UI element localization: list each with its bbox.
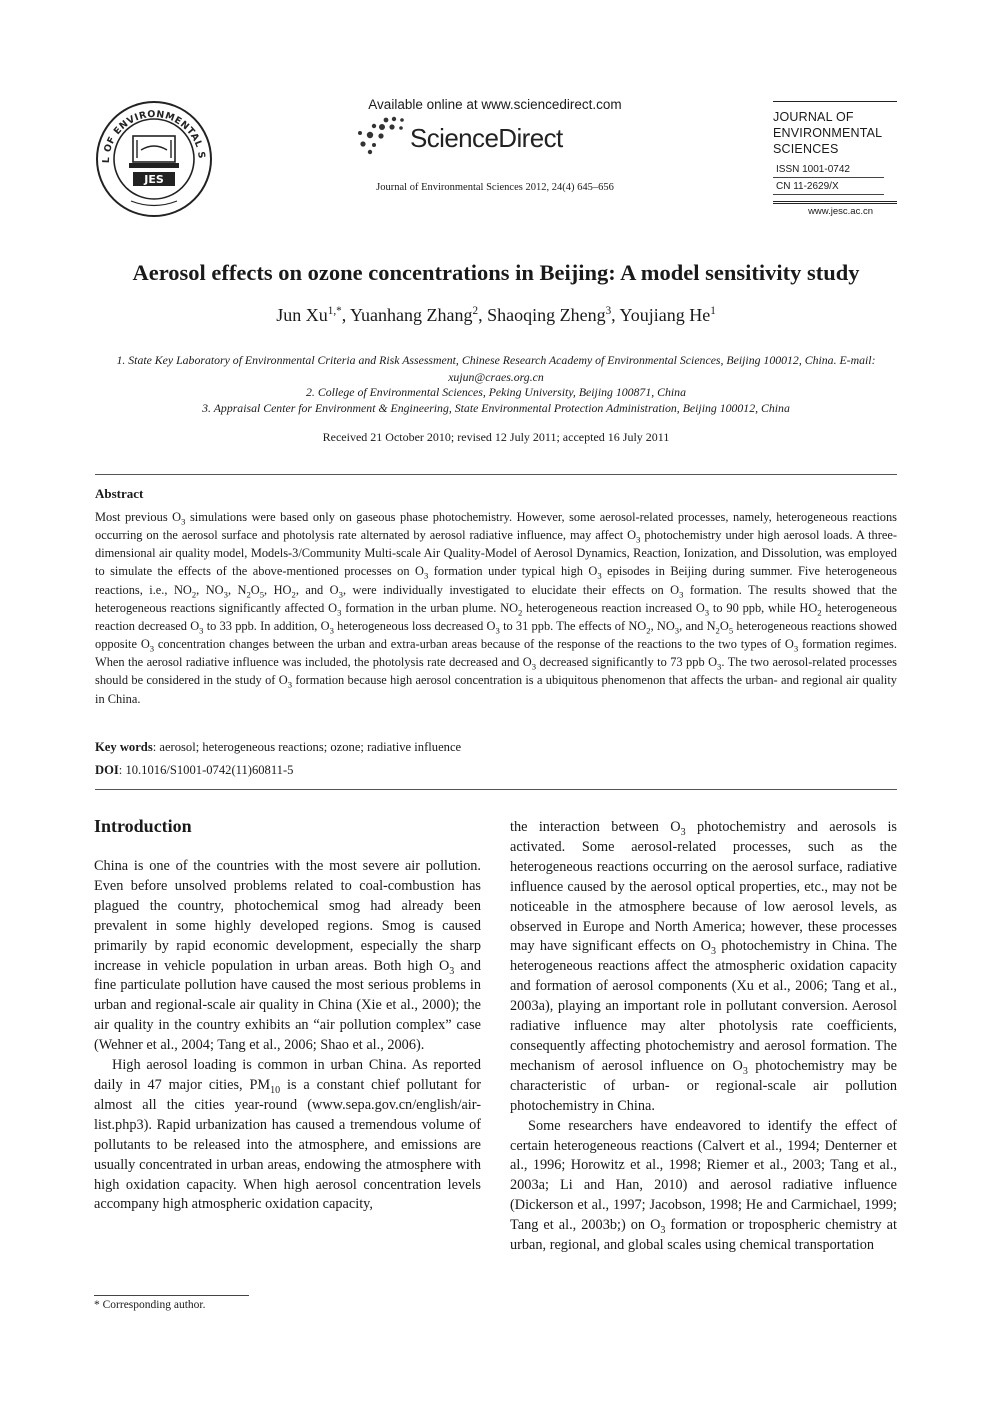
keywords-value: : aerosol; heterogeneous reactions; ozone; radiative influence [152, 740, 462, 754]
left-column [94, 857, 481, 1215]
journal-info-box [773, 101, 897, 217]
divider [95, 474, 897, 475]
paragraph: Some researchers have endeavored to identify the effect of certain heterogeneous reactions (Calvert et al., 1994; Denterner et al., 1996; Horowitz et al., 1998; Riemer et al., 2003; Tang et al., 2003a; Li and Han, 2010) and aerosol radiative influence (Dickerson et al., 1997; Jacobson, 1998; He and Carmichael, 1999; Tang et al., 2003b;) on $O_3$ formation or tropospheric chemistry at urban, regional, and global scales using chemical transportation [510, 1117, 897, 1254]
journal-name-line: ENVIRONMENTAL [773, 126, 883, 140]
paragraph: China is one of the countries with the most severe air pollution. Even before unsolved problems related to coal-combustion has plagued the country, photochemical smog had already been prevalent in some highly developed regions. Smog is caused primarily by rapid economic development, especially the sharp increase in vehicle population in urban areas. Both high $O_3$ and fine particulate pollution have caused the most serious problems in urban and regional-scale air quality in China (Xie et al., 2000); the air quality in the country exhibits an “air pollution complex” case (Wehner et al., 2004; Tang et al., 2006; Shao et al., 2006). [94, 858, 482, 1054]
affiliation: 1. State Key Laboratory of Environmental Criteria and Risk Assessment, Chinese Research Academy of Environmental Sciences, Beijing 100012, China. E-mail: xujun@craes.org.cn [116, 353, 876, 384]
available-online-text: Available online at www.sciencedirect.com [368, 97, 622, 112]
divider [773, 201, 897, 204]
article-title: Aerosol effects on ozone concentrations in Beijing: A model sensitivity study [132, 260, 860, 285]
author-affiliation-mark: 1,* [327, 305, 342, 317]
cn-number: CN 11-2629/X [773, 180, 884, 195]
right-column [510, 818, 897, 1256]
author-affiliation-mark: 2 [472, 305, 479, 317]
divider [95, 789, 897, 790]
doi-label: DOI [95, 763, 119, 777]
abstract-text: Most previous $O_3$ simulations were based only on gaseous phase photochemistry. However, some aerosol-related processes, namely, heterogeneous reactions occurring on the aerosol surface and photolysis rate alternated by aerosol radiative influence, may affect $O_3$ photochemistry under high aerosol loads. A three-dimensional air quality model, Models-3/Community Multi-scale Air Quality-Model of Aerosol Dynamics, Reaction, Ionization, and Dissolution, was employed to simulate the effects of the above-mentioned processes on $O_3$ formation under typical high $O_3$ episodes in Beijing during summer. Five heterogeneous reactions, i.e., $NO_2$, $NO_3$, $N_2O_5$, $HO_2$, and $O_3$, were individually investigated to elucidate their effects on $O_3$ formation. The results showed that the heterogeneous reactions significantly affected $O_3$ formation in the urban plume. $NO_2$ heterogeneous reaction increased $O_3$ to 90 ppb, while $HO_2$ heterogeneous reaction decreased $O_3$ to 33 ppb. In addition, $O_3$ heterogeneous loss decreased $O_3$ to 31 ppb. The effects of $NO_2$, $NO_3$, and $N_2O_5$ heterogeneous reactions showed opposite $O_3$ concentration changes between the urban and extra-urban areas because of the response of the reactions to the two types of $O_3$ formation regimes. When the aerosol radiative influence was included, the photolysis rate decreased and $O_3$ decreased significantly to 73 ppb $O_3$. The two aerosol-related processes should be considered in the study of $O_3$ formation because high aerosol concentration is a ubiquitous phenomenon that affects the urban- and regional air quality in China. [95, 510, 898, 706]
journal-name-line: JOURNAL OF [773, 110, 854, 124]
keywords [95, 740, 897, 755]
doi [95, 763, 897, 778]
journal-name-line: SCIENCES [773, 142, 839, 156]
keywords-label: Key words [95, 740, 153, 754]
logo-abbrev: JES [144, 173, 164, 186]
author-separator: , [341, 305, 351, 325]
author-affiliation-mark: 3 [605, 305, 612, 317]
section-heading-introduction: Introduction [94, 816, 192, 836]
paragraph: High aerosol loading is common in urban China. As reported daily in 47 major cities, $PM_{10}$ is a constant chief pollutant for almost all the cities year-round (www.sepa.gov.cn/english/air-list.php3). Rapid urbanization has caused a tremendous volume of pollutants to be released into the atmosphere, and emissions are usually concentrated in urban areas, endowing the atmosphere with high oxidation capacity. When high aerosol concentration levels accompany high atmospheric oxidation capacity, [94, 1057, 481, 1213]
author-name: Jun Xu [276, 305, 328, 325]
journal-url[interactable]: www.jesc.ac.cn [808, 206, 873, 217]
footnote: * Corresponding author. [94, 1299, 206, 1311]
sciencedirect-logo [352, 114, 582, 156]
author-name: Youjiang He [619, 305, 711, 325]
divider [773, 101, 897, 102]
author-name: Yuanhang Zhang [350, 305, 473, 325]
author-separator: , [611, 305, 620, 325]
author-affiliation-mark: 1 [710, 305, 716, 317]
journal-citation: Journal of Environmental Sciences 2012, 24(4) 645–656 [376, 182, 614, 193]
svg-text:JOURNAL OF ENVIRONMENTAL SCIEN [93, 100, 207, 163]
doi-value[interactable]: : 10.1016/S1001-0742(11)60811-5 [118, 763, 294, 777]
sciencedirect-dots-icon [352, 114, 410, 156]
affiliation: 3. Appraisal Center for Environment & Engineering, State Environmental Protection Administration, Beijing 100012, China [202, 401, 790, 415]
sciencedirect-wordmark: ScienceDirect [410, 123, 563, 153]
author-separator: , [478, 305, 488, 325]
abstract-heading: Abstract [95, 486, 144, 501]
issn: ISSN 1001-0742 [773, 163, 884, 178]
journal-logo [93, 100, 215, 218]
affiliation: 2. College of Environmental Sciences, Peking University, Beijing 100871, China [306, 385, 686, 399]
author-name: Shaoqing Zheng [487, 305, 606, 325]
author-list [60, 305, 932, 326]
paragraph: the interaction between $O_3$ photochemistry and aerosols is activated. Some aerosol-related processes, such as the heterogeneous reactions occurring on the aerosol surface, radiative influence caused by the aerosol optical properties, etc., may not be noticeable in the atmosphere because of low aerosol levels, as observed in Europe and North America; however, these processes may have significant effects on $O_3$ photochemistry in China. The heterogeneous reactions affect the atmospheric oxidation capacity and formation of aerosol components (Xu et al., 2006; Tang et al., 2003a), playing an important role in pollutant conversion. Aerosol radiative influence may alter photolysis rate coefficients, consequently affecting photochemistry and aerosol formation. The mechanism of aerosol influence on $O_3$ photochemistry may be characteristic of urban- or regional-scale air pollution photochemistry in China. [510, 819, 897, 1114]
received-dates: Received 21 October 2010; revised 12 July 2011; accepted 16 July 2011 [322, 430, 670, 444]
logo-ring-text: L OF ENVIRONMENTAL S [100, 108, 207, 164]
journal-name [773, 109, 897, 157]
footnote-divider [94, 1295, 249, 1296]
